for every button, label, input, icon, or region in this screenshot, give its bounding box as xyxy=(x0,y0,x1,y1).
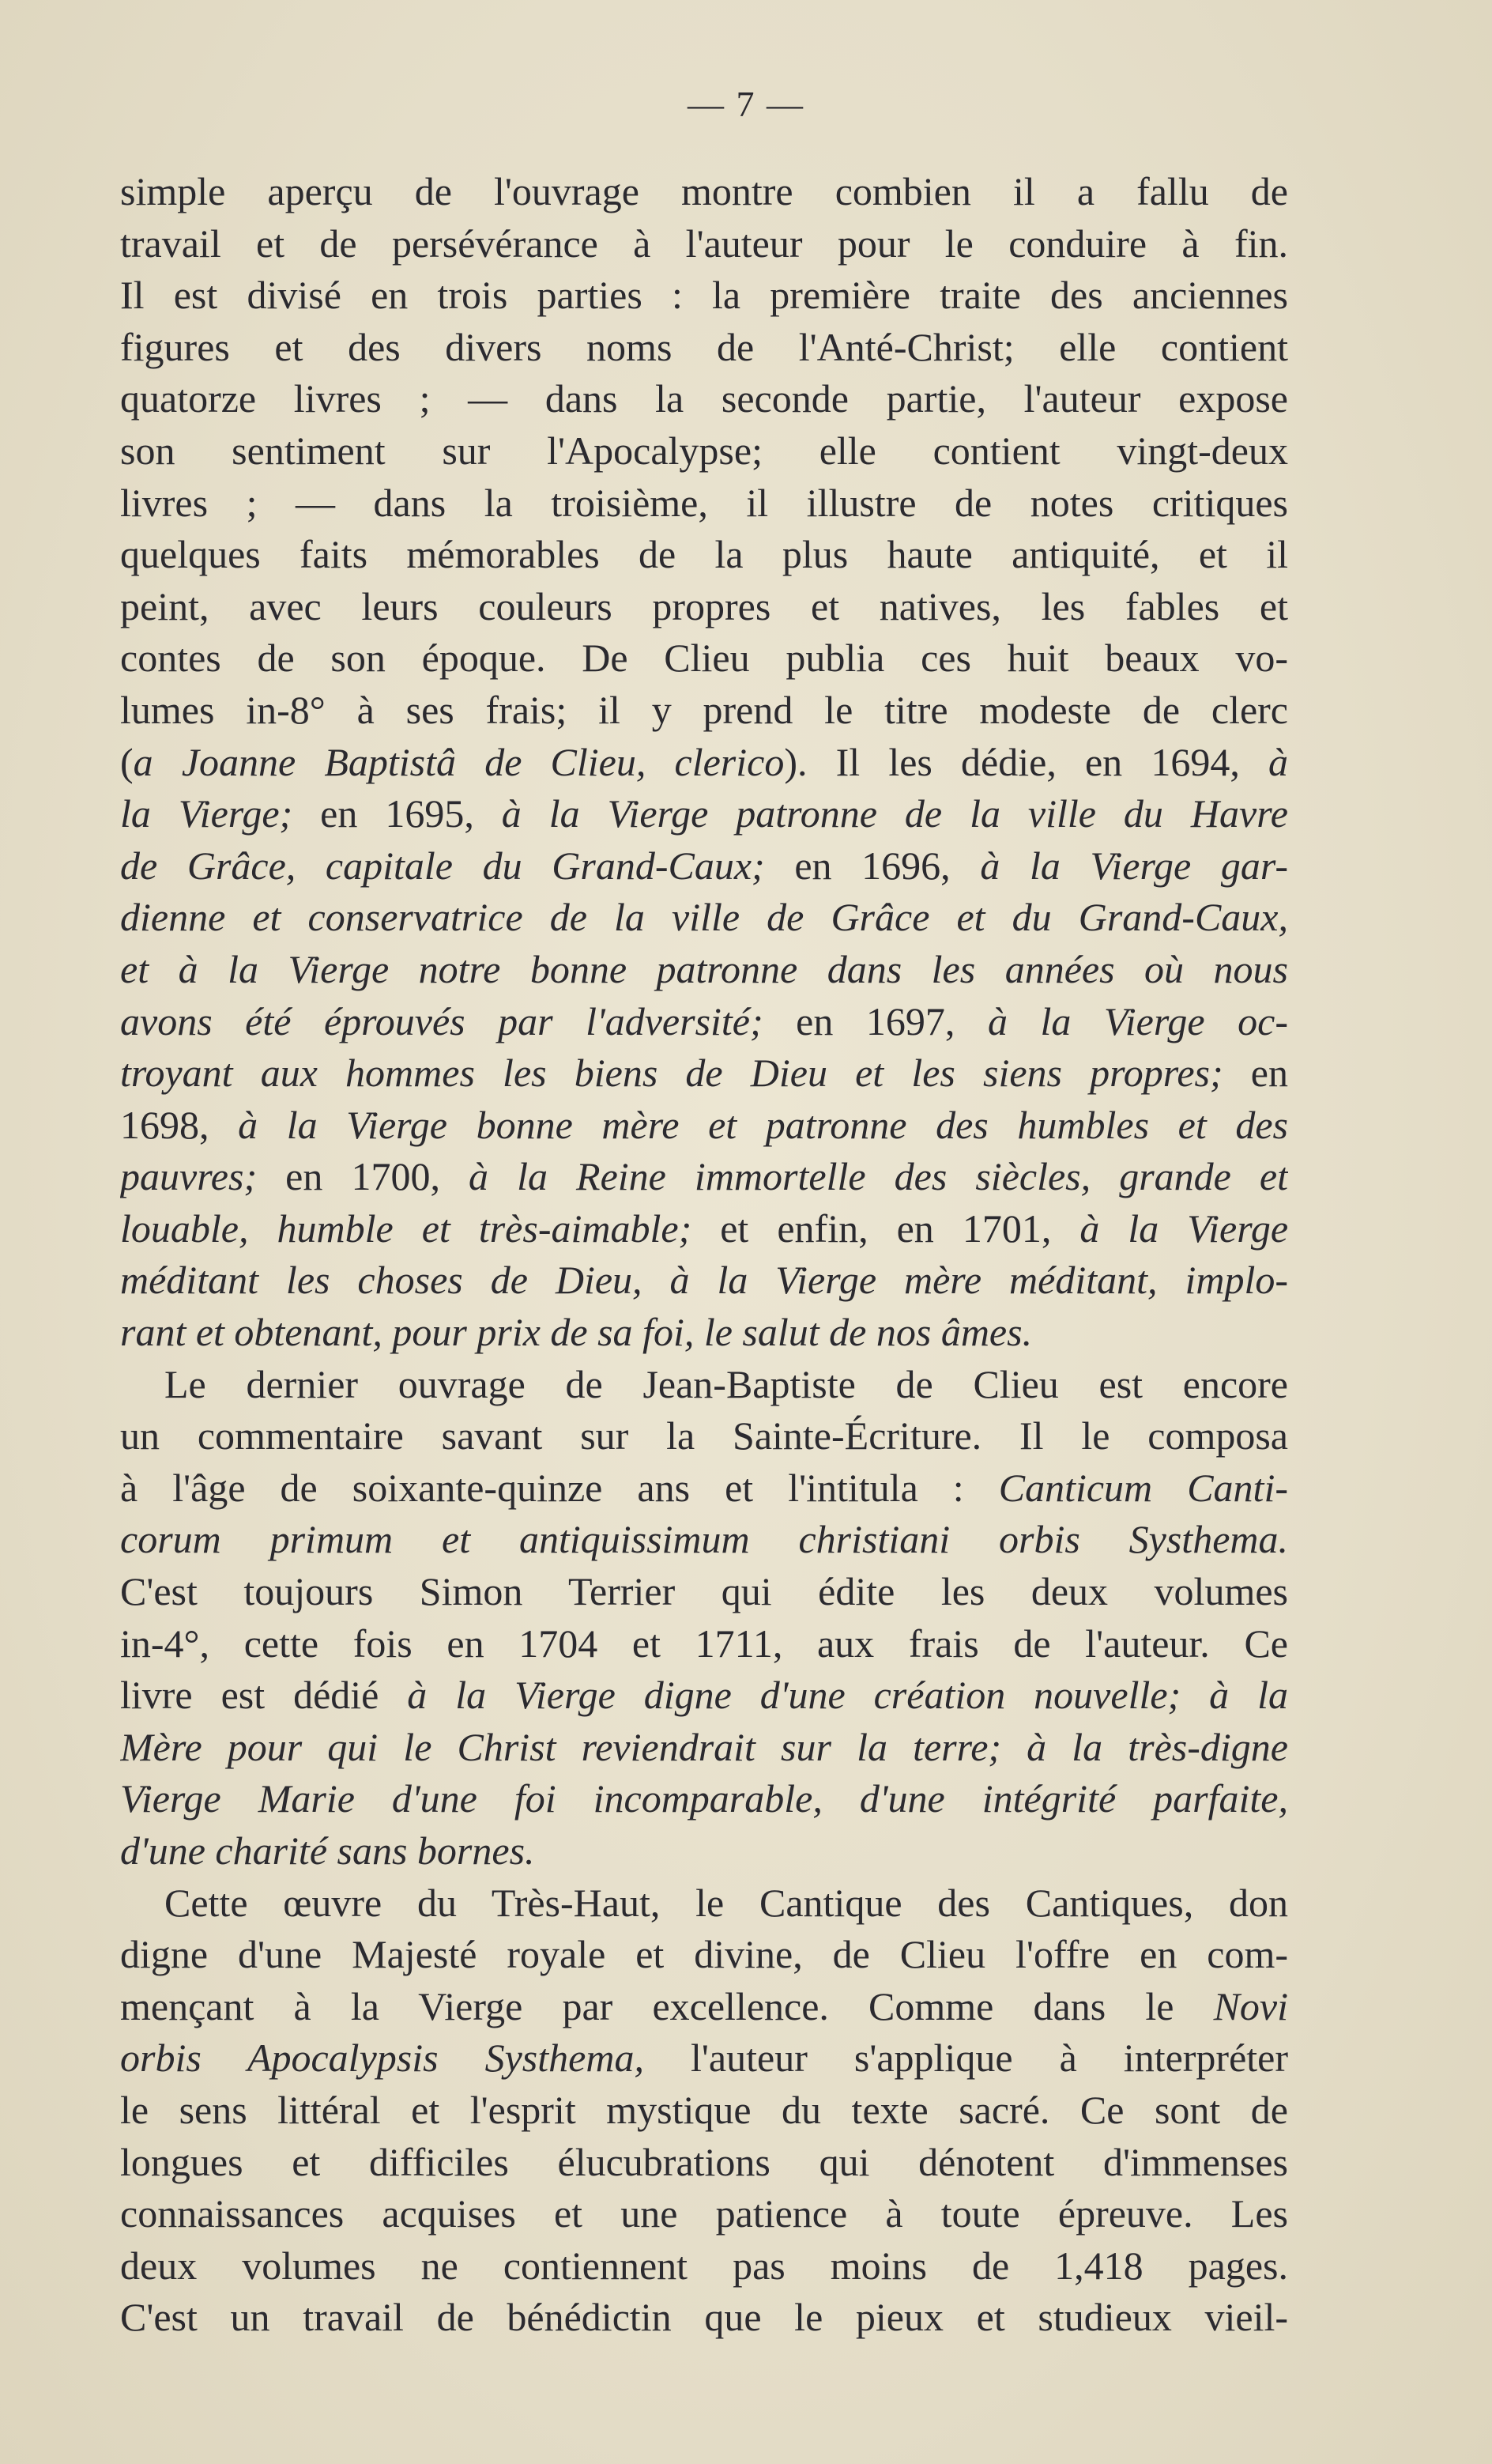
text-line xyxy=(120,581,1288,633)
text-run: deux volumes ne contiennent pas moins de 1,418 pages. xyxy=(120,2243,1288,2288)
italic-text: et à la Vierge notre bonne patronne dans les années où nous xyxy=(120,946,1288,991)
text-line xyxy=(120,218,1288,270)
text-run: un commentaire savant sur la Sainte-Écriture. Il le composa xyxy=(120,1413,1288,1458)
italic-text: rant et obtenant, pour prix de sa foi, le salut de nos âmes. xyxy=(120,1310,1033,1355)
text-run: contes de son époque. De Clieu publia ces huit beaux vo- xyxy=(120,636,1288,681)
italic-text: à la Vierge digne d'une création nouvelle; à la xyxy=(407,1673,1288,1718)
italic-text: corum primum et antiquissimum christiani orbis Systhema. xyxy=(120,1517,1288,1562)
text-run: livres ; — dans la troisième, il illustre de notes critiques xyxy=(120,480,1288,525)
text-line xyxy=(120,1410,1288,1462)
text-run: ( xyxy=(120,739,134,784)
italic-text: dienne et conservatrice de la ville de Grâce et du Grand-Caux, xyxy=(120,895,1288,940)
text-line xyxy=(120,1825,1288,1877)
text-run: quatorze livres ; — dans la seconde partie, l'auteur expose xyxy=(120,376,1288,421)
text-run: simple aperçu de l'ouvrage montre combien il a fallu de xyxy=(120,169,1288,213)
text-line xyxy=(120,529,1288,581)
text-line xyxy=(120,425,1288,477)
text-line xyxy=(120,2085,1288,2137)
text-run: l'auteur s'applique à interpréter xyxy=(643,2036,1288,2081)
text-line xyxy=(120,322,1288,374)
text-line xyxy=(120,788,1288,840)
text-line xyxy=(120,1773,1288,1825)
text-run: en 1696, xyxy=(764,843,981,888)
text-line xyxy=(120,1255,1288,1307)
italic-text: Novi xyxy=(1213,1983,1288,2028)
text-run: longues et difficiles élucubrations qui dénotent d'immenses xyxy=(120,2139,1288,2184)
italic-text: à la Vierge bonne mère et patronne des humbles et des xyxy=(238,1102,1288,1147)
text-run: en 1697, xyxy=(763,998,988,1043)
text-run: 1698, xyxy=(120,1102,239,1147)
text-line xyxy=(120,373,1288,425)
page-number: — 7 — xyxy=(688,84,804,124)
text-line xyxy=(120,2032,1288,2085)
text-run: en xyxy=(1223,1051,1288,1096)
text-line xyxy=(120,1722,1288,1774)
italic-text: d'une charité sans bornes. xyxy=(120,1828,535,1873)
italic-text: de Grâce, capitale du Grand-Caux; xyxy=(120,843,765,888)
text-run: figures et des divers noms de l'Anté-Christ; elle contient xyxy=(120,324,1288,369)
italic-text: Canticum Canti- xyxy=(998,1465,1288,1510)
text-line xyxy=(120,1462,1288,1515)
text-line xyxy=(120,2188,1288,2240)
text-line xyxy=(120,1203,1288,1255)
text-line xyxy=(120,477,1288,530)
text-line xyxy=(120,944,1288,996)
text-line xyxy=(120,1618,1288,1670)
italic-text: Mère pour qui le Christ reviendrait sur la terre; à la très-digne xyxy=(120,1724,1288,1769)
text-run: son sentiment sur l'Apocalypse; elle contient vingt-deux xyxy=(120,428,1288,473)
text-line xyxy=(120,1151,1288,1203)
text-line xyxy=(120,1929,1288,1981)
text-run: Le dernier ouvrage de Jean-Baptiste de Clieu est encore xyxy=(164,1361,1288,1406)
text-line xyxy=(120,1981,1288,2033)
text-line xyxy=(120,2240,1288,2292)
text-line xyxy=(120,166,1288,218)
text-line xyxy=(120,737,1288,789)
body-text xyxy=(120,166,1288,2344)
italic-text: louable, humble et très-aimable; xyxy=(120,1206,692,1251)
italic-text: à la Vierge patronne de la ville du Havre xyxy=(501,791,1288,836)
text-run: en 1695, xyxy=(292,791,502,836)
text-line xyxy=(120,2292,1288,2344)
text-run: et enfin, en 1701, xyxy=(691,1206,1080,1251)
italic-text: à la Vierge xyxy=(1079,1206,1288,1251)
italic-text: à la Reine immortelle des siècles, grande et xyxy=(469,1154,1288,1199)
italic-text: Vierge Marie d'une foi incomparable, d'une intégrité parfaite, xyxy=(120,1776,1288,1821)
text-run: travail et de persévérance à l'auteur pour le conduire à fin. xyxy=(120,221,1288,266)
text-line xyxy=(120,892,1288,944)
text-line xyxy=(120,1670,1288,1722)
text-run: à l'âge de soixante-quinze ans et l'intitula : xyxy=(120,1465,999,1510)
italic-text: troyant aux hommes les biens de Dieu et les siens propres; xyxy=(120,1051,1223,1096)
text-line xyxy=(120,632,1288,685)
text-line xyxy=(120,1100,1288,1152)
italic-text: la Vierge; xyxy=(120,791,293,836)
text-line xyxy=(120,1877,1288,1930)
italic-text: à la Vierge oc- xyxy=(987,998,1288,1043)
text-line xyxy=(120,685,1288,737)
text-run: C'est toujours Simon Terrier qui édite les deux volumes xyxy=(120,1569,1288,1614)
text-run: mençant à la Vierge par excellence. Comme dans le xyxy=(120,1983,1214,2028)
text-line xyxy=(120,1307,1288,1359)
italic-text: orbis Apocalypsis Systhema, xyxy=(120,2036,644,2081)
text-line xyxy=(120,840,1288,892)
italic-text: avons été éprouvés par l'adversité; xyxy=(120,998,763,1043)
text-run: livre est dédié xyxy=(120,1673,408,1718)
italic-text: méditant les choses de Dieu, à la Vierge mère méditant, implo- xyxy=(120,1258,1288,1303)
text-run: digne d'une Majesté royale et divine, de Clieu l'offre en com- xyxy=(120,1932,1288,1977)
text-run: en 1700, xyxy=(257,1154,469,1199)
text-run: ). Il les dédie, en 1694, xyxy=(784,739,1268,784)
text-line xyxy=(120,2137,1288,2189)
text-line xyxy=(120,1566,1288,1618)
text-line xyxy=(120,1514,1288,1566)
text-line xyxy=(120,996,1288,1048)
text-run: le sens littéral et l'esprit mystique du texte sacré. Ce sont de xyxy=(120,2087,1288,2132)
text-run: C'est un travail de bénédictin que le pieux et studieux vieil- xyxy=(120,2295,1288,2340)
text-run: peint, avec leurs couleurs propres et natives, les fables et xyxy=(120,583,1288,628)
text-run: quelques faits mémorables de la plus haute antiquité, et il xyxy=(120,532,1288,577)
text-line xyxy=(120,270,1288,322)
text-run: in-4°, cette fois en 1704 et 1711, aux frais de l'auteur. Ce xyxy=(120,1621,1288,1666)
italic-text: a Joanne Baptistâ de Clieu, clerico xyxy=(133,739,785,784)
text-run: lumes in-8° à ses frais; il y prend le titre modeste de clerc xyxy=(120,687,1288,732)
italic-text: à xyxy=(1268,739,1288,784)
italic-text: à la Vierge gar- xyxy=(980,843,1288,888)
text-line xyxy=(120,1359,1288,1411)
text-run: connaissances acquises et une patience à toute épreuve. Les xyxy=(120,2191,1288,2236)
text-run: Il est divisé en trois parties : la première traite des anciennes xyxy=(120,273,1288,318)
italic-text: pauvres; xyxy=(120,1154,258,1199)
text-line xyxy=(120,1047,1288,1100)
text-run: Cette œuvre du Très-Haut, le Cantique des Cantiques, don xyxy=(164,1880,1288,1925)
